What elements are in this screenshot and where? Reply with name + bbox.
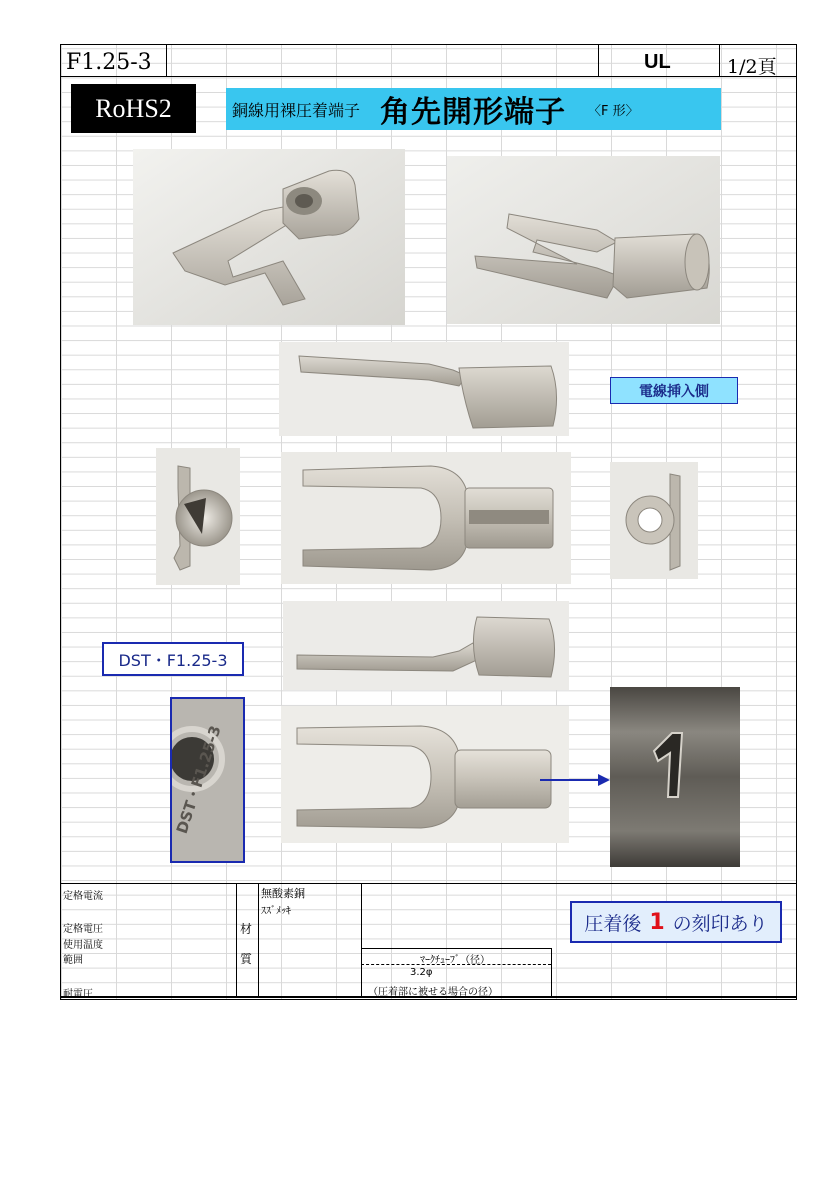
- photo-end-view-left: [156, 448, 240, 585]
- photo-engraved-terminal: [281, 706, 569, 843]
- engraving-text: DST・F1.25-3: [172, 723, 225, 836]
- stamp-note: [570, 901, 782, 943]
- photo-engraving-closeup: [170, 697, 245, 863]
- photo-side-view-2: [283, 601, 569, 690]
- spec-withstand-voltage: 耐電圧: [63, 989, 93, 1000]
- photo-stamp-closeup: [610, 687, 740, 867]
- ul-standard: UL: [644, 51, 671, 73]
- rohs-badge: RoHS2: [71, 84, 196, 133]
- header-col-divider: [598, 44, 599, 76]
- title-main: 角先開形端子: [380, 95, 567, 130]
- photo-terminal-angle-2: [447, 156, 720, 324]
- header-col-divider: [719, 44, 720, 76]
- plating-value: ｽｽﾞﾒｯｷ: [261, 906, 291, 917]
- title-bar: [226, 88, 721, 130]
- tube-value: 3.2φ: [410, 967, 433, 978]
- marking-label: DST・F1.25-3: [102, 642, 244, 676]
- header-col-divider: [166, 44, 167, 76]
- spec-rated-voltage: 定格電圧: [63, 924, 103, 935]
- spec-temp-range-2: 範囲: [63, 955, 83, 966]
- title-shape: 〈F 形〉: [588, 103, 639, 119]
- spec-rated-current: 定格電流: [63, 891, 103, 902]
- photo-top-view: [281, 452, 571, 584]
- stamp-note-number: 1: [649, 909, 665, 935]
- header-divider: [60, 76, 797, 77]
- tube-note: （圧着部に被せる場合の径）: [368, 987, 498, 998]
- spec-temp-range: 使用温度: [63, 940, 103, 951]
- spec-material-2: 質: [240, 952, 253, 966]
- material-value: 無酸素銅: [261, 887, 305, 900]
- photo-end-view-right: [610, 462, 698, 579]
- spec-material: 材: [240, 922, 253, 936]
- photo-side-view-1: [279, 342, 569, 436]
- stamp-note-post: の刻印あり: [672, 912, 768, 935]
- title-subtitle: 銅線用裸圧着端子: [232, 100, 361, 120]
- photo-terminal-angle-1: [133, 149, 405, 325]
- part-code: F1.25-3: [66, 50, 152, 75]
- wire-insert-side-label: 電線挿入側: [610, 377, 738, 404]
- pointer-arrow: [540, 772, 610, 788]
- stamp-note-pre: 圧着後: [584, 912, 642, 935]
- tube-header: ﾏｰｸﾁｭｰﾌﾞ（径）: [420, 955, 490, 966]
- page-number: 1/2頁: [727, 56, 777, 78]
